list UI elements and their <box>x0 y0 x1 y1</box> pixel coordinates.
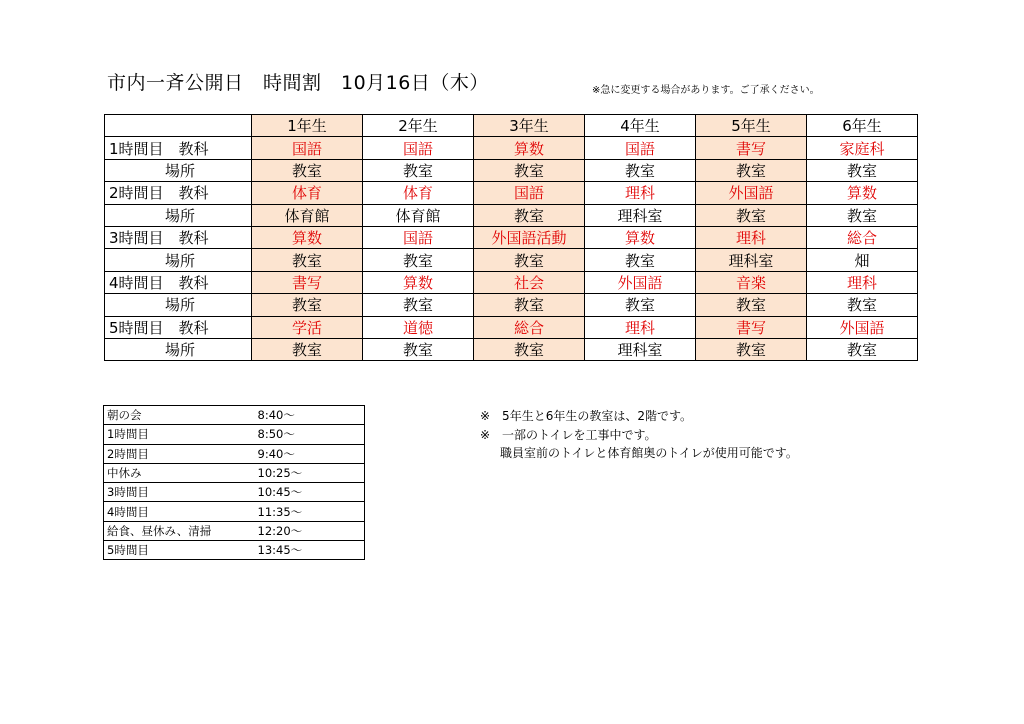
grade-header-row <box>105 115 918 137</box>
grade-header: 3年生 <box>474 115 585 137</box>
subject-cell: 外国語 <box>807 316 918 338</box>
subject-cell: 理科 <box>696 226 807 248</box>
place-row <box>105 338 918 360</box>
subject-cell: 算数 <box>363 271 474 293</box>
place-cell: 教室 <box>696 159 807 181</box>
subject-row <box>105 137 918 159</box>
place-cell: 教室 <box>585 249 696 271</box>
subject-cell: 社会 <box>474 271 585 293</box>
schedule-time: 11:35〜 <box>250 502 365 521</box>
schedule-name: 給食、昼休み、清掃 <box>104 521 250 540</box>
subject-cell: 算数 <box>585 226 696 248</box>
subject-row <box>105 226 918 248</box>
place-cell: 教室 <box>363 338 474 360</box>
place-row <box>105 294 918 316</box>
place-cell: 教室 <box>807 204 918 226</box>
schedule-row <box>104 463 365 482</box>
note-toilet-construction: ※ 一部のトイレを工事中です。 <box>480 427 657 442</box>
grade-header: 6年生 <box>807 115 918 137</box>
subject-cell: 国語 <box>252 137 363 159</box>
subject-cell: 算数 <box>807 182 918 204</box>
subject-cell: 理科 <box>807 271 918 293</box>
place-cell: 教室 <box>252 249 363 271</box>
subject-cell: 書写 <box>252 271 363 293</box>
schedule-name: 1時間目 <box>104 425 250 444</box>
place-cell: 教室 <box>474 204 585 226</box>
subject-cell: 外国語 <box>585 271 696 293</box>
row-label: 3時間目 教科 <box>105 226 252 248</box>
corner-cell <box>105 115 252 137</box>
subject-cell: 算数 <box>252 226 363 248</box>
schedule-time: 10:45〜 <box>250 483 365 502</box>
row-label: 場所 <box>105 294 252 316</box>
place-cell: 体育館 <box>252 204 363 226</box>
place-cell: 畑 <box>807 249 918 271</box>
subject-cell: 国語 <box>363 137 474 159</box>
subject-cell: 外国語 <box>696 182 807 204</box>
subject-cell: 道徳 <box>363 316 474 338</box>
timetable <box>104 114 918 361</box>
place-row <box>105 159 918 181</box>
schedule-row <box>104 521 365 540</box>
note-classroom-floor: ※ 5年生と6年生の教室は、2階です。 <box>480 409 693 423</box>
place-cell: 教室 <box>252 294 363 316</box>
schedule-row <box>104 483 365 502</box>
place-cell: 理科室 <box>585 204 696 226</box>
schedule-name: 3時間目 <box>104 483 250 502</box>
place-row <box>105 204 918 226</box>
row-label: 場所 <box>105 159 252 181</box>
subject-row <box>105 316 918 338</box>
schedule-time: 13:45〜 <box>250 541 365 560</box>
place-cell: 理科室 <box>585 338 696 360</box>
subject-cell: 国語 <box>363 226 474 248</box>
subject-cell: 国語 <box>585 137 696 159</box>
schedule-time: 8:40〜 <box>250 406 365 425</box>
subject-row <box>105 271 918 293</box>
subject-cell: 体育 <box>363 182 474 204</box>
grade-header: 5年生 <box>696 115 807 137</box>
place-cell: 教室 <box>807 159 918 181</box>
row-label: 場所 <box>105 338 252 360</box>
subject-cell: 国語 <box>474 182 585 204</box>
schedule-name: 4時間目 <box>104 502 250 521</box>
subject-cell: 算数 <box>474 137 585 159</box>
schedule-row <box>104 444 365 463</box>
row-label: 1時間目 教科 <box>105 137 252 159</box>
place-cell: 教室 <box>807 294 918 316</box>
row-label: 5時間目 教科 <box>105 316 252 338</box>
row-label: 2時間目 教科 <box>105 182 252 204</box>
place-cell: 体育館 <box>363 204 474 226</box>
subject-row <box>105 182 918 204</box>
place-cell: 教室 <box>585 159 696 181</box>
row-label: 4時間目 教科 <box>105 271 252 293</box>
grade-header: 4年生 <box>585 115 696 137</box>
subject-cell: 家庭科 <box>807 137 918 159</box>
subject-cell: 音楽 <box>696 271 807 293</box>
subject-cell: 書写 <box>696 137 807 159</box>
place-cell: 教室 <box>807 338 918 360</box>
schedule-name: 中休み <box>104 463 250 482</box>
place-cell: 教室 <box>585 294 696 316</box>
place-cell: 教室 <box>363 159 474 181</box>
notes <box>480 407 798 463</box>
row-label: 場所 <box>105 204 252 226</box>
note-toilet-available: 職員室前のトイレと体育館奥のトイレが使用可能です。 <box>500 446 798 460</box>
schedule-time: 10:25〜 <box>250 463 365 482</box>
place-row <box>105 249 918 271</box>
page-title: 市内一斉公開日 時間割 10月16日（木） <box>107 72 489 94</box>
place-cell: 教室 <box>474 249 585 271</box>
change-notice: ※急に変更する場合があります。ご了承ください。 <box>592 85 820 96</box>
place-cell: 教室 <box>474 294 585 316</box>
subject-cell: 理科 <box>585 182 696 204</box>
schedule-time: 9:40〜 <box>250 444 365 463</box>
schedule-name: 5時間目 <box>104 541 250 560</box>
place-cell: 教室 <box>363 249 474 271</box>
grade-header: 1年生 <box>252 115 363 137</box>
subject-cell: 書写 <box>696 316 807 338</box>
schedule-row <box>104 425 365 444</box>
place-cell: 教室 <box>363 294 474 316</box>
place-cell: 教室 <box>696 338 807 360</box>
subject-cell: 外国語活動 <box>474 226 585 248</box>
place-cell: 教室 <box>252 159 363 181</box>
subject-cell: 体育 <box>252 182 363 204</box>
daily-schedule <box>103 405 365 560</box>
schedule-time: 12:20〜 <box>250 521 365 540</box>
subject-cell: 総合 <box>474 316 585 338</box>
schedule-row <box>104 406 365 425</box>
subject-cell: 総合 <box>807 226 918 248</box>
place-cell: 理科室 <box>696 249 807 271</box>
schedule-name: 朝の会 <box>104 406 250 425</box>
schedule-time: 8:50〜 <box>250 425 365 444</box>
subject-cell: 理科 <box>585 316 696 338</box>
schedule-row <box>104 541 365 560</box>
place-cell: 教室 <box>696 204 807 226</box>
subject-cell: 学活 <box>252 316 363 338</box>
place-cell: 教室 <box>474 338 585 360</box>
grade-header: 2年生 <box>363 115 474 137</box>
schedule-name: 2時間目 <box>104 444 250 463</box>
place-cell: 教室 <box>696 294 807 316</box>
place-cell: 教室 <box>474 159 585 181</box>
place-cell: 教室 <box>252 338 363 360</box>
row-label: 場所 <box>105 249 252 271</box>
schedule-row <box>104 502 365 521</box>
